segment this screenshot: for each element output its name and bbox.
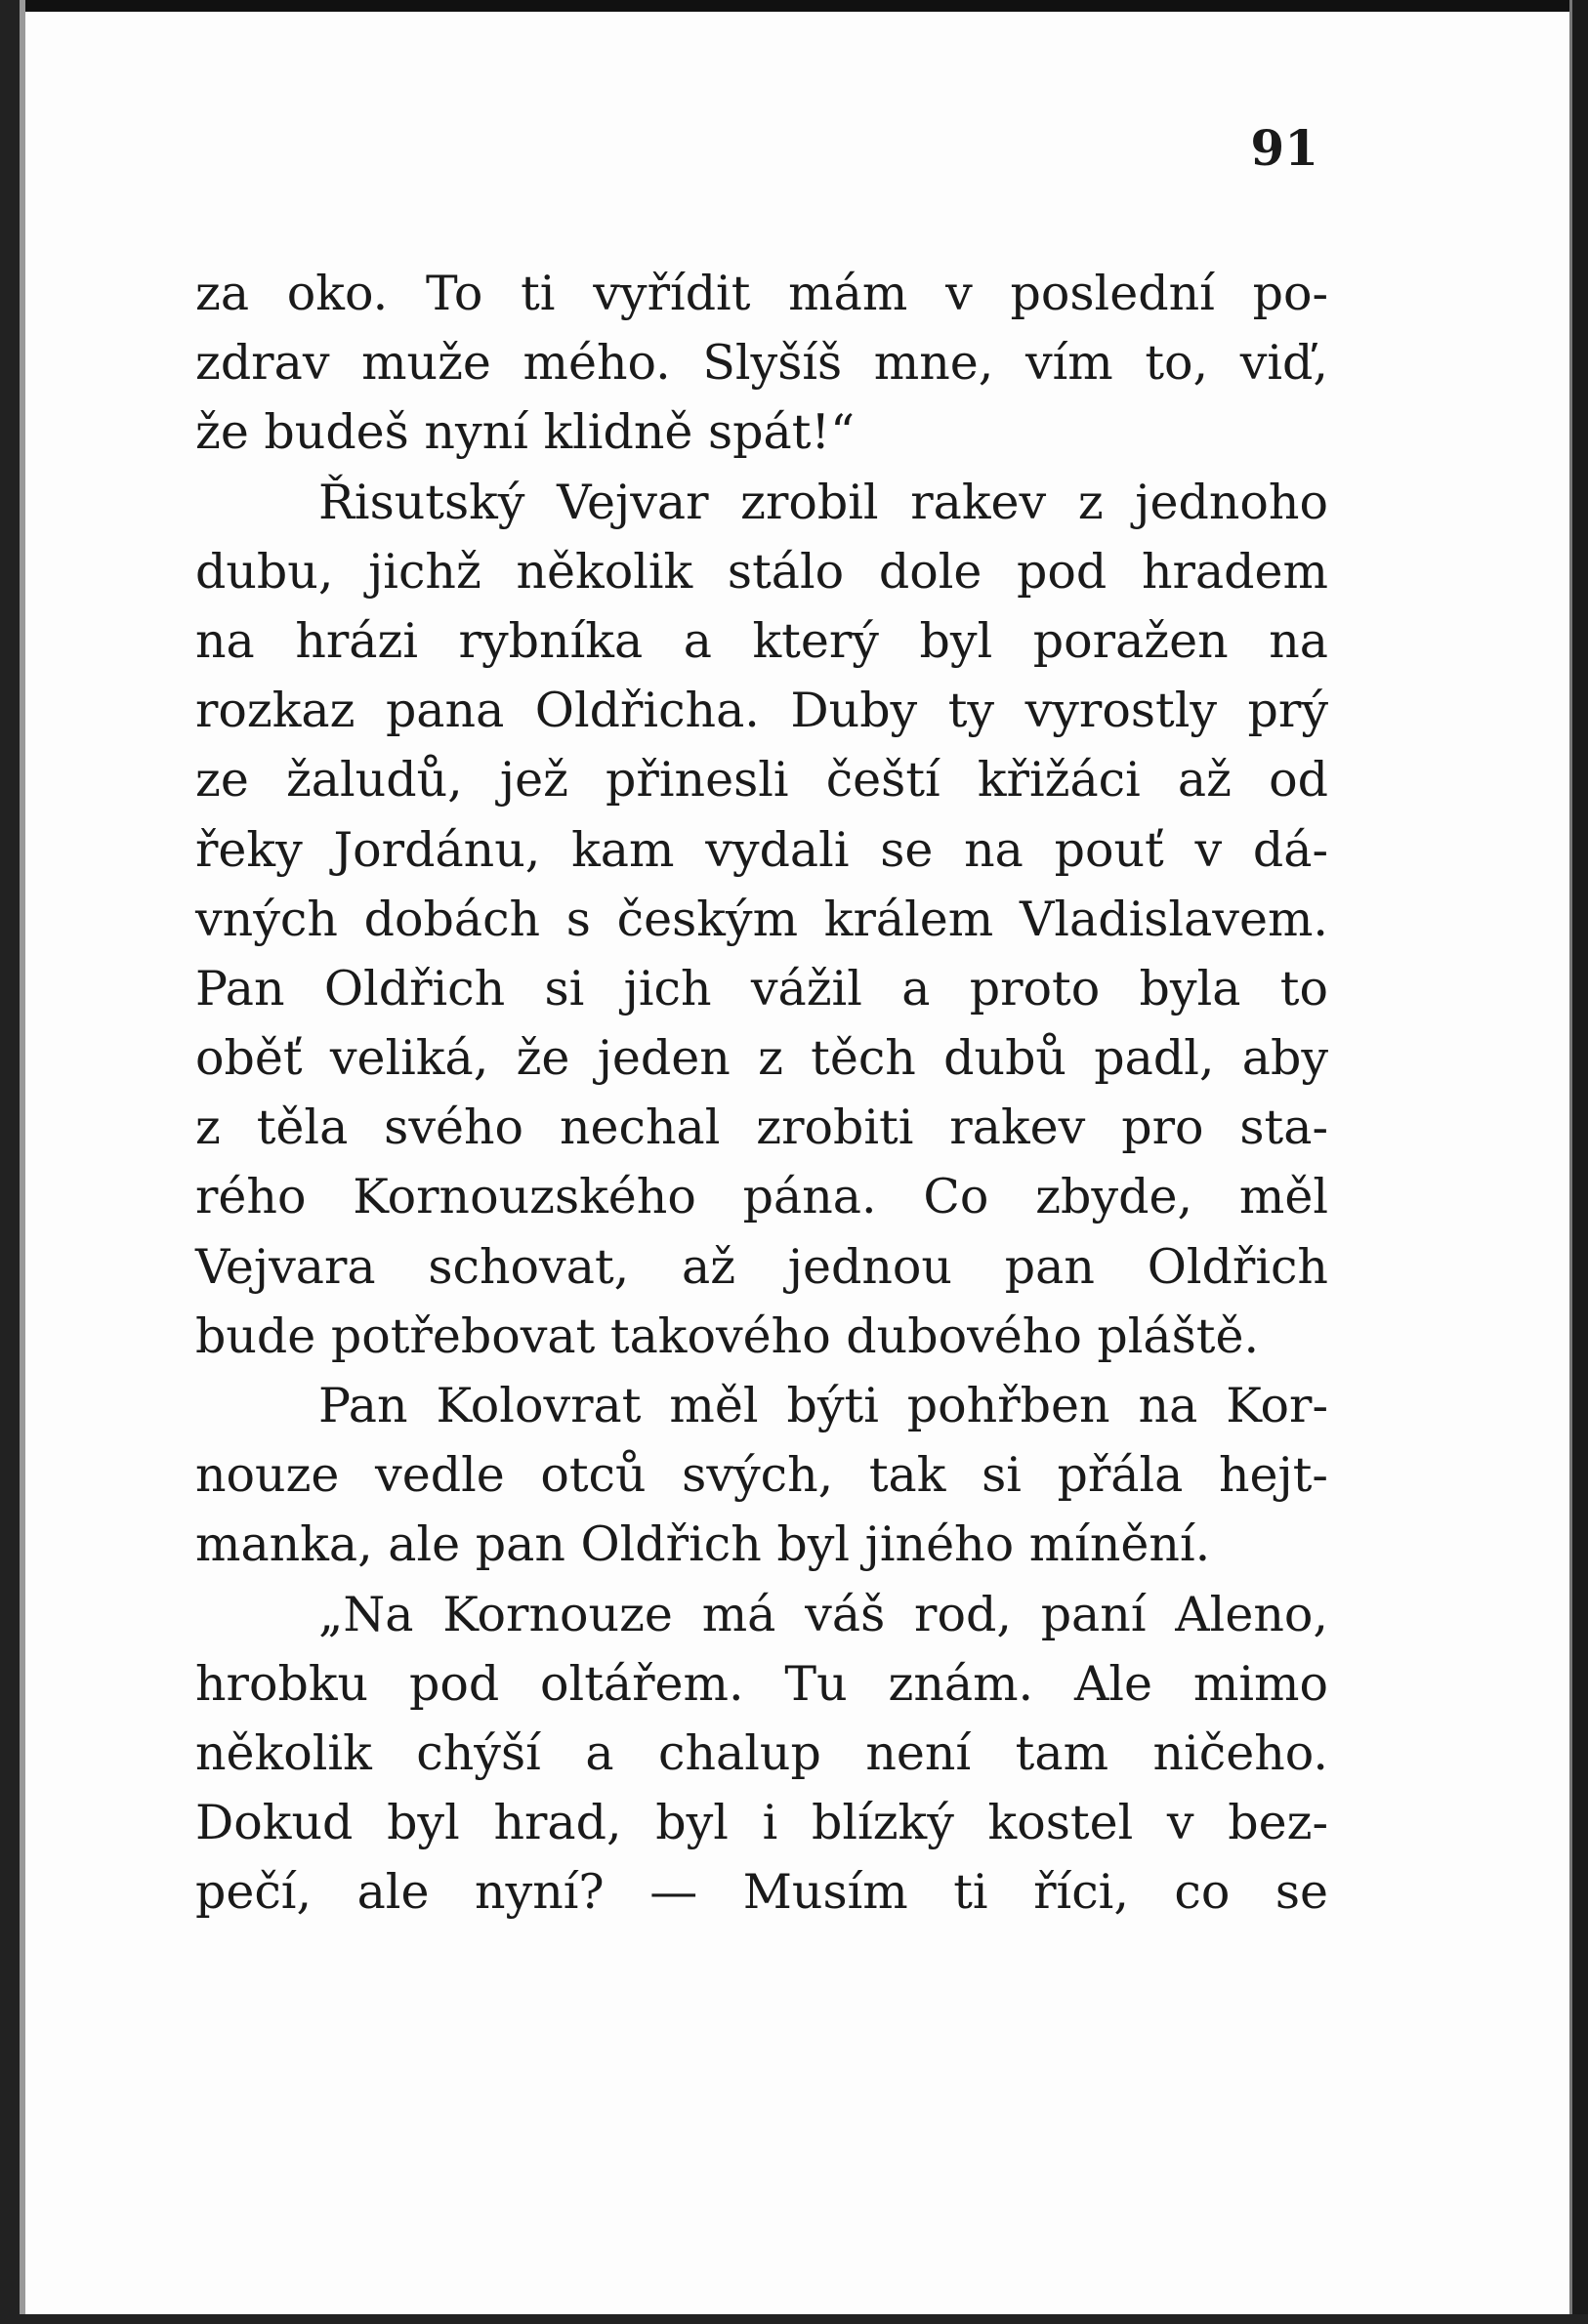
text-line: manka, ale pan Oldřich byl jiného mínění. xyxy=(195,1516,1211,1573)
text-line: na hrázi rybníka a který byl poražen na xyxy=(195,612,1328,669)
scan-border-top xyxy=(0,0,1588,12)
text-line: pečí, ale nyní? — Musím ti říci, co se xyxy=(195,1864,1328,1921)
text-line: hrobku pod oltářem. Tu znám. Ale mimo xyxy=(195,1655,1328,1712)
text-line: Pan Oldřich si jich vážil a proto byla to xyxy=(195,960,1328,1017)
text-line: z těla svého nechal zrobiti rakev pro sta- xyxy=(195,1100,1328,1156)
text-line: vných dobách s českým králem Vladislavem. xyxy=(195,891,1328,947)
page-number: 91 xyxy=(1250,119,1318,177)
text-line: za oko. To ti vyřídit mám v poslední po- xyxy=(195,266,1328,321)
text-line: Řisutský Vejvar zrobil rakev z jednoho xyxy=(318,474,1328,530)
text-line: oběť veliká, že jeden z těch dubů padl, aby xyxy=(195,1030,1328,1087)
text-line: Dokud byl hrad, byl i blízký kostel v bez- xyxy=(195,1795,1328,1851)
text-line: řeky Jordánu, kam vydali se na pouť v dá- xyxy=(195,821,1328,878)
text-line: Vejvara schovat, až jednou pan Oldřich xyxy=(195,1238,1328,1295)
page-edge-right xyxy=(1569,0,1572,2324)
text-line: ze žaludů, jež přinesli čeští křižáci až od xyxy=(195,752,1328,809)
text-line: dubu, jichž několik stálo dole pod hradem xyxy=(195,543,1328,600)
body-text xyxy=(195,259,1328,1928)
text-line: zdrav muže mého. Slyšíš mne, vím to, viď, xyxy=(195,335,1328,392)
text-line: nouze vedle otců svých, tak si přála hejt- xyxy=(195,1447,1328,1504)
scan-border-bottom xyxy=(0,2314,1588,2324)
text-line: že budeš nyní klidně spát!“ xyxy=(195,404,856,461)
text-line: bude potřebovat takového dubového pláště. xyxy=(195,1307,1260,1364)
text-line: Pan Kolovrat měl býti pohřben na Kor- xyxy=(318,1378,1328,1433)
text-line: „Na Kornouze má váš rod, paní Aleno, xyxy=(318,1586,1328,1642)
text-line: rozkaz pana Oldřicha. Duby ty vyrostly prý xyxy=(195,683,1328,739)
scan-border-left xyxy=(0,0,20,2324)
text-line: několik chýší a chalup není tam ničeho. xyxy=(195,1724,1328,1781)
text-line: rého Kornouzského pána. Co zbyde, měl xyxy=(195,1169,1328,1225)
page-edge-left xyxy=(20,0,25,2324)
scan-border-right xyxy=(1572,0,1588,2324)
